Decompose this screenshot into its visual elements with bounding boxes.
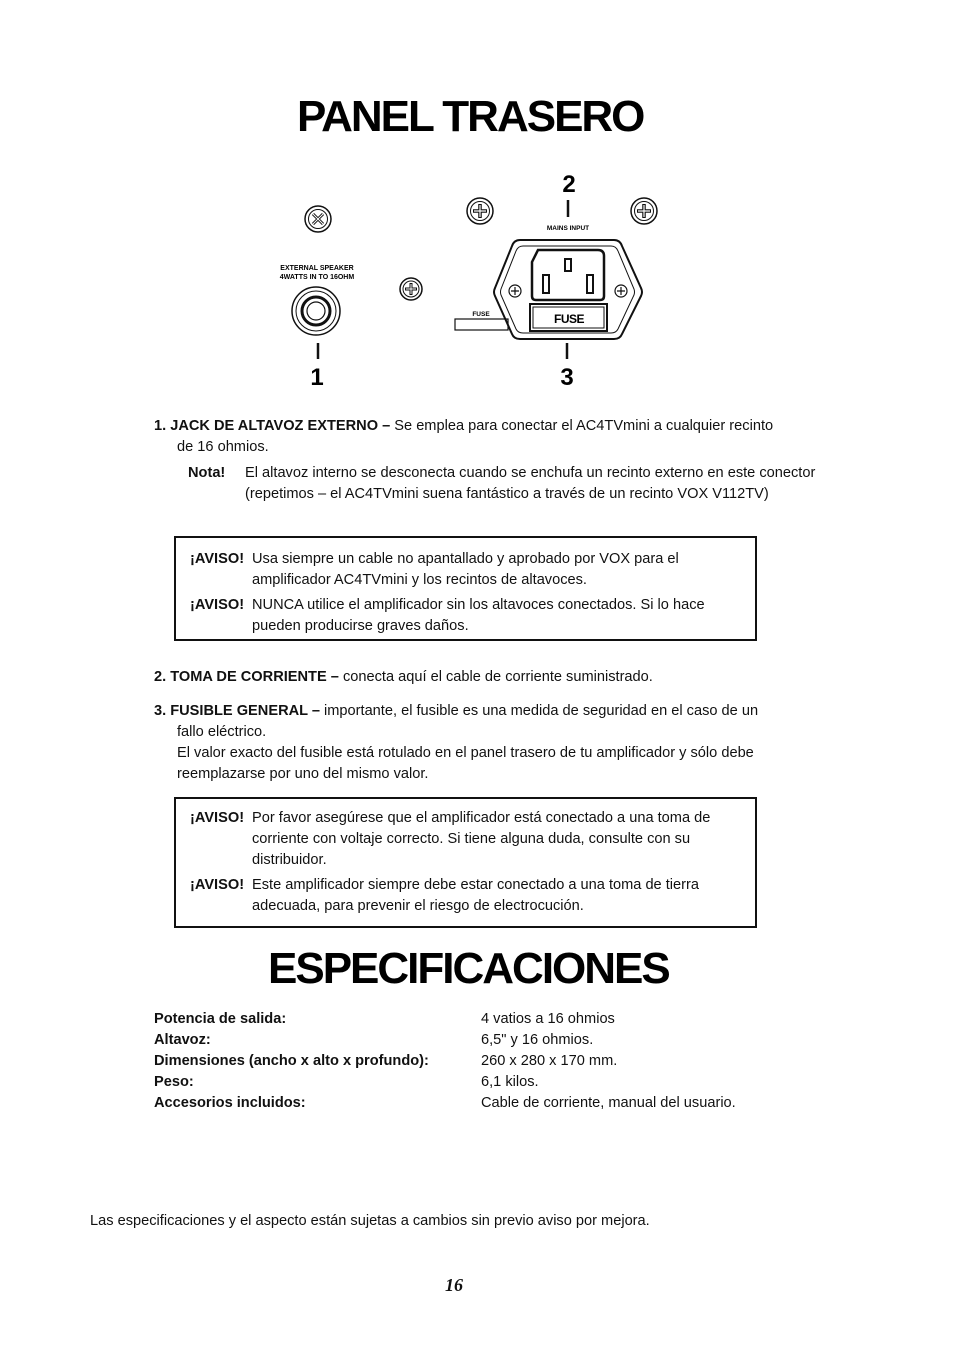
warning-label: ¡AVISO!	[190, 877, 245, 893]
rear-panel-diagram	[240, 165, 700, 395]
ext-speaker-label-line2: 4WATTS IN TO 16OHM	[279, 274, 355, 281]
callout-2: 2	[562, 171, 576, 198]
warning-label: ¡AVISO!	[190, 810, 245, 826]
spec-value: 4 vatios a 16 ohmios	[481, 1011, 615, 1027]
spec-value: Cable de corriente, manual del usuario.	[481, 1095, 736, 1111]
item-1-heading: 1. JACK DE ALTAVOZ EXTERNO –	[154, 418, 391, 434]
speaker-jack-icon	[292, 287, 340, 335]
item-1-text: Se emplea para conectar el AC4TVmini a cualquier recinto	[390, 418, 774, 434]
item-2-heading: 2. TOMA DE CORRIENTE –	[154, 669, 339, 685]
spec-key: Potencia de salida:	[154, 1011, 287, 1027]
item-2-text: conecta aquí el cable de corriente suministrado.	[338, 669, 653, 685]
spec-key: Altavoz:	[154, 1032, 211, 1048]
fuse-rating-box	[455, 319, 508, 330]
spec-key: Accesorios incluidos:	[154, 1095, 306, 1111]
mains-input-label: MAINS INPUT	[546, 225, 590, 232]
note-text: El altavoz interno se desconecta cuando se enchufa un recinto externo en este conector (repetimos – el AC4TVmini suena fantástico a través de un recinto VOX V112TV)	[245, 465, 816, 502]
screw-middle-icon	[400, 278, 422, 300]
spec-key: Peso:	[154, 1074, 194, 1090]
spec-value: 6,5" y 16 ohmios.	[481, 1032, 594, 1048]
warning-text: NUNCA utilice el amplificador sin los altavoces conectados. Si lo hace pueden producirse graves daños.	[252, 597, 705, 634]
spec-key: Dimensiones (ancho x alto x profundo):	[154, 1053, 429, 1069]
screw-top-center-icon	[467, 198, 493, 224]
item-1-text-cont: de 16 ohmios.	[177, 439, 269, 455]
callout-1: 1	[310, 364, 324, 391]
item-3-text-l3: El valor exacto del fusible está rotulado en el panel trasero de tu amplificador y sólo debe	[177, 745, 754, 761]
warning-box-1	[174, 536, 757, 641]
warning-text: Este amplificador siempre debe estar conectado a una toma de tierra adecuada, para prevenir el riesgo de electrocución.	[252, 877, 699, 914]
screw-top-left-icon	[305, 206, 331, 232]
page-title: PANEL TRASERO	[297, 92, 644, 141]
item-3-text: importante, el fusible es una medida de seguridad en el caso de un	[319, 703, 759, 719]
item-3-text-l4: reemplazarse por uno del mismo valor.	[177, 766, 429, 782]
ext-speaker-label-line1: EXTERNAL SPEAKER	[280, 265, 354, 272]
footer-note: Las especificaciones y el aspecto están sujetas a cambios sin previo aviso por mejora.	[90, 1213, 650, 1229]
warning-text: Por favor asegúrese que el amplificador está conectado a una toma de corriente con voltaje correcto. Si tiene alguna duda, consulte con su distribuidor.	[252, 810, 711, 868]
warning-box-2	[174, 797, 757, 928]
fuse-holder-label: FUSE	[553, 312, 585, 326]
page-number: 16	[445, 1275, 463, 1295]
screw-top-right-icon	[631, 198, 657, 224]
spec-value: 260 x 280 x 170 mm.	[481, 1053, 618, 1069]
fuse-rating-label: FUSE	[472, 311, 490, 318]
spec-value: 6,1 kilos.	[481, 1074, 539, 1090]
item-1	[154, 416, 854, 458]
warning-label: ¡AVISO!	[190, 597, 245, 613]
callout-3: 3	[560, 364, 574, 391]
warning-label: ¡AVISO!	[190, 551, 245, 567]
item-3-text-l2: fallo eléctrico.	[177, 724, 267, 740]
item-3-heading: 3. FUSIBLE GENERAL –	[154, 703, 320, 719]
item-3	[154, 701, 854, 785]
item-2	[154, 667, 653, 688]
specs-title: ESPECIFICACIONES	[268, 944, 669, 993]
note-label: Nota!	[188, 465, 226, 481]
warning-text: Usa siempre un cable no apantallado y aprobado por VOX para el amplificador AC4TVmini y los recintos de altavoces.	[252, 551, 679, 588]
